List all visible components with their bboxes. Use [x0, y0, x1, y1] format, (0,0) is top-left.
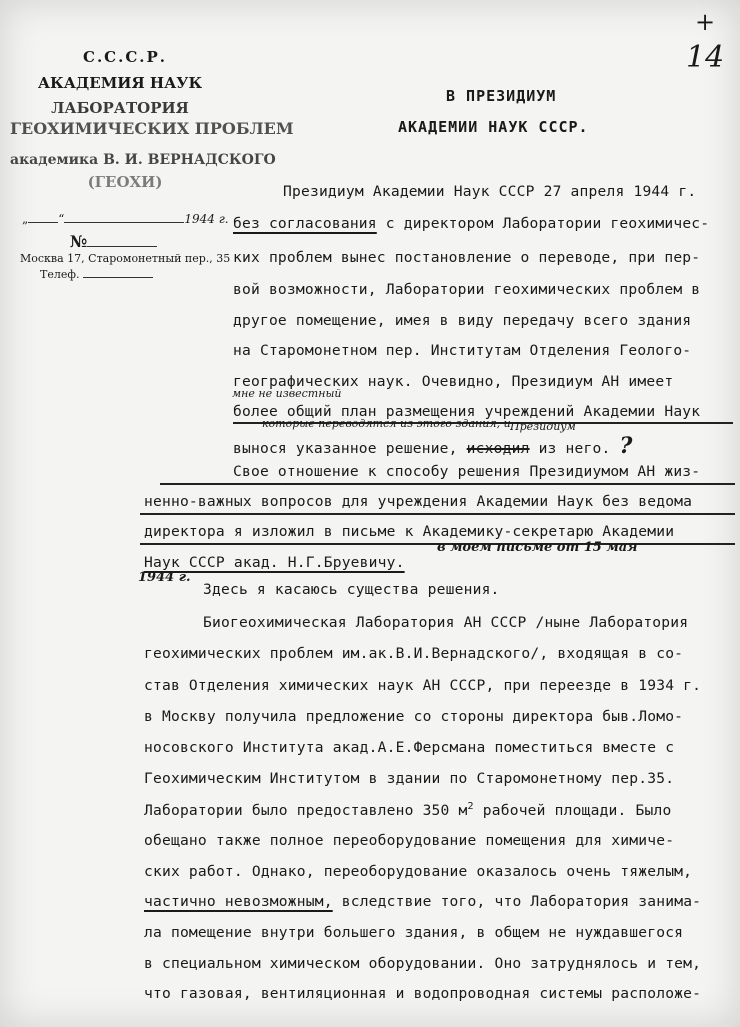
- body-line: Свое отношение к способу решения Президиумом АН жиз-: [233, 463, 701, 480]
- body-line: ненно-важных вопросов для учреждения Академии Наук без ведома: [144, 493, 693, 510]
- body-line: в специальном химическом оборудовании. Оно затруднялось и тем,: [144, 955, 702, 972]
- phone-field: [40, 268, 153, 281]
- underline-rule: [140, 513, 735, 515]
- date-quote-close: “: [58, 212, 65, 226]
- underline-rule: [160, 483, 735, 485]
- body-line: ла помещение внутри большего здания, в общем не нуждавшегося: [144, 924, 684, 941]
- body-line-part: вследствие того, что Лаборатория занима-: [341, 893, 702, 910]
- superscript: 2: [467, 801, 474, 812]
- date-field: [22, 212, 229, 226]
- handwritten-insertion: в моем письме от 15 мая: [437, 540, 638, 555]
- body-line: другое помещение, имея в виду передачу всего здания: [233, 312, 692, 329]
- letterhead-country: С.С.С.Р.: [83, 48, 167, 66]
- handwritten-insertion: 1944 г.: [138, 570, 191, 585]
- body-line: став Отделения химических наук АН СССР, при переезде в 1934 г.: [144, 677, 702, 694]
- body-line: директора я изложил в письме к Академику-секретарю Академии: [144, 523, 675, 540]
- letterhead-lab-name: ГЕОХИМИЧЕСКИХ ПРОБЛЕМ: [10, 119, 294, 138]
- handwritten-insertion: которые переводятся из этого здания, и: [262, 417, 511, 430]
- date-quote-open: „: [22, 212, 29, 226]
- handwritten-insertion: Президиум: [510, 420, 576, 433]
- underlined-phrase: частично невозможным,: [144, 893, 333, 910]
- body-line: на Старомонетном пер. Институтам Отделения Геолого-: [233, 342, 692, 359]
- body-line: геохимических проблем им.ак.В.И.Вернадского/, входящая в со-: [144, 645, 684, 662]
- body-line: в Москву получила предложение со стороны директора быв.Ломо-: [144, 708, 684, 725]
- body-line-part: рабочей площади. Было: [482, 801, 672, 819]
- body-line: Биогеохимическая Лаборатория АН СССР /ныне Лаборатория: [203, 614, 689, 631]
- body-line: Геохимическим Институтом в здании по Старомонетному пер.35.: [144, 770, 675, 787]
- page-number: 14: [686, 40, 725, 75]
- body-line: [144, 801, 671, 819]
- date-year: 1944 г.: [184, 212, 229, 226]
- body-line: Президиум Академии Наук СССР 27 апреля 1944 г.: [283, 183, 697, 200]
- addressee-line-2: АКАДЕМИИ НАУК СССР.: [398, 118, 589, 136]
- underlined-phrase: Наук СССР акад. Н.Г.Бруевичу.: [144, 554, 405, 571]
- body-line: вой возможности, Лаборатории геохимических проблем в: [233, 281, 701, 298]
- body-line: носовского Института акад.А.Е.Ферсмана поместиться вместе с: [144, 739, 675, 756]
- body-line: более общий план размещения учреждений Академии Наук: [233, 403, 701, 420]
- number-field: [70, 232, 157, 251]
- letterhead-lab: ЛАБОРАТОРИЯ: [51, 99, 189, 117]
- body-line-part: Лаборатории было предоставлено 350 м: [144, 801, 468, 819]
- body-line: Здесь я касаюсь существа решения.: [203, 581, 500, 598]
- letterhead-abbrev: (ГЕОХИ): [87, 173, 163, 191]
- body-line: что газовая, вентиляционная и водопроводная системы расположе-: [144, 985, 702, 1002]
- body-line-part: из него.: [538, 440, 611, 457]
- body-line-part: с директором Лаборатории геохимичес-: [385, 215, 710, 232]
- body-line: [233, 433, 633, 459]
- body-line: ских работ. Однако, переоборудование оказалось очень тяжелым,: [144, 863, 693, 880]
- body-line-part: вынося указанное решение,: [233, 440, 458, 457]
- struck-word: исходил: [466, 440, 530, 457]
- letterhead-address: Москва 17, Старомонетный пер., 35: [20, 252, 231, 265]
- body-line: обещано также полное переоборудование помещения для химиче-: [144, 832, 675, 849]
- number-label: №: [70, 232, 88, 251]
- underlined-phrase: без согласования: [233, 215, 377, 232]
- body-line: [144, 893, 701, 910]
- handwritten-insertion: мне не известный: [232, 387, 342, 400]
- body-line: [144, 554, 405, 571]
- letterhead-vernadsky: академика В. И. ВЕРНАДСКОГО: [10, 152, 276, 168]
- body-line: [233, 215, 709, 232]
- phone-label: Телеф.: [40, 268, 80, 281]
- body-line: ких проблем вынес постановление о переводе, при пер-: [233, 249, 701, 266]
- body-line: географических наук. Очевидно, Президиум АН имеет: [233, 373, 674, 390]
- letterhead-academy: АКАДЕМИЯ НАУК: [37, 74, 203, 92]
- corner-mark: +: [695, 8, 716, 36]
- addressee-line-1: В ПРЕЗИДИУМ: [446, 87, 557, 105]
- question-mark: ?: [619, 433, 633, 459]
